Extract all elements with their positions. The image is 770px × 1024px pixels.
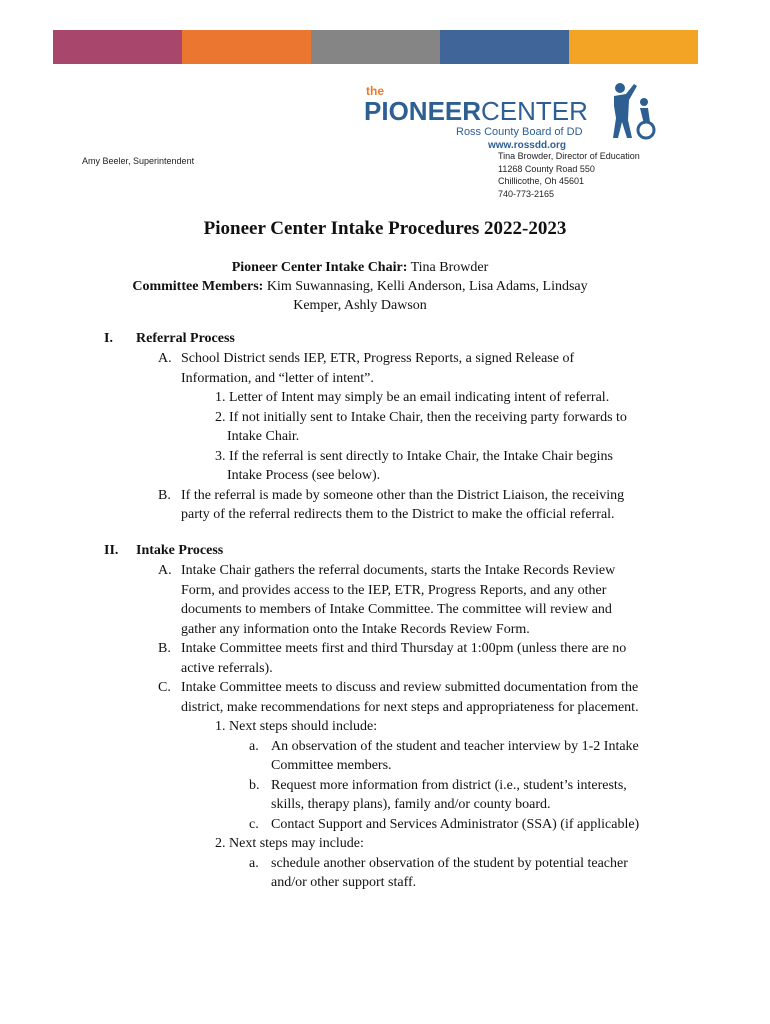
logo-subtitle: Ross County Board of DD xyxy=(456,126,583,138)
list-item-text: Information, and “letter of intent”. xyxy=(181,370,374,386)
sub-list-item: 2. Next steps may include: xyxy=(215,836,364,851)
document-title: Pioneer Center Intake Procedures 2022-2023 xyxy=(203,218,567,239)
list-item-text: School District sends IEP, ETR, Progress Reports, a signed Release of xyxy=(181,351,575,366)
list-item-text: documents to members of Intake Committee. The committee will review and xyxy=(181,602,612,617)
sub-sub-list-item: Contact Support and Services Administrator (SSA) (if applicable) xyxy=(271,816,640,832)
contact-line: Tina Browder, Director of Education xyxy=(498,151,640,161)
list-marker: b. xyxy=(249,777,260,793)
list-item-text: Intake Committee meets first and third Thursday at 1:00pm (unless there are no xyxy=(181,641,627,656)
committee-members-line-2: Kemper, Ashly Dawson xyxy=(293,298,427,313)
committee-members-line xyxy=(100,277,620,296)
sub-list-item: Intake Process (see below). xyxy=(227,468,381,483)
contact-line: 11268 County Road 550 xyxy=(498,163,595,174)
sub-list-item: Intake Chair. xyxy=(227,429,300,444)
list-item-text: gather any information onto the Intake Records Review Form. xyxy=(181,621,530,637)
color-bar-segment xyxy=(182,30,311,64)
contact-line: Chillicothe, Oh 45601 xyxy=(498,176,585,186)
section-number: II. xyxy=(104,543,119,558)
list-item-text: Form, and provides access to the IEP, ETR, Progress Reports, and any other xyxy=(181,582,607,598)
color-bar-segment xyxy=(311,30,440,64)
contact-line: 740-773-2165 xyxy=(498,188,555,199)
superintendent-name: Amy Beeler, Superintendent xyxy=(82,156,195,166)
sub-sub-list-item: schedule another observation of the student by potential teacher xyxy=(271,855,628,871)
list-marker: B. xyxy=(158,641,171,656)
color-bar-segment xyxy=(440,30,569,64)
list-item-text: party of the referral redirects them to the District to make the official referral. xyxy=(181,507,615,522)
logo-url: www.rossdd.org xyxy=(488,140,566,151)
logo-the: the xyxy=(366,84,384,98)
chair-label: Pioneer Center Intake Chair: xyxy=(231,260,408,275)
list-marker: a. xyxy=(249,855,259,871)
chair-name: Tina Browder xyxy=(407,260,489,275)
color-bar-segment xyxy=(53,30,182,64)
logo-word-bold: PIONEER xyxy=(364,96,482,126)
list-marker: A. xyxy=(158,351,172,366)
sub-sub-list-item: and/or other support staff. xyxy=(271,875,417,890)
list-marker: c. xyxy=(249,816,259,832)
list-item-text: district, make recommendations for next steps and appropriateness for placement. xyxy=(181,699,639,715)
sub-sub-list-item: An observation of the student and teacher interview by 1-2 Intake xyxy=(271,738,639,754)
list-item-text: active referrals). xyxy=(181,660,273,676)
members-label: Committee Members: xyxy=(132,279,264,294)
sub-sub-list-item: skills, therapy plans), family and/or county board. xyxy=(271,797,551,812)
sub-list-item: 2. If not initially sent to Intake Chair, then the receiving party forwards to xyxy=(215,409,627,425)
members-list: Kim Suwannasing, Kelli Anderson, Lisa Adams, Lindsay xyxy=(263,279,588,294)
sub-list-item: 1. Next steps should include: xyxy=(215,719,378,734)
intake-chair-line xyxy=(100,258,620,277)
list-item-text: If the referral is made by someone other than the District Liaison, the receiving xyxy=(181,487,625,503)
sub-sub-list-item: Request more information from district (i.e., student’s interests, xyxy=(271,777,627,793)
list-marker: a. xyxy=(249,738,259,754)
list-marker: B. xyxy=(158,487,171,503)
contact-block xyxy=(498,150,640,200)
color-bar-segment xyxy=(569,30,698,64)
logo-wordmark xyxy=(364,96,588,127)
section-number: I. xyxy=(104,331,113,346)
list-item-text: Intake Committee meets to discuss and review submitted documentation from the xyxy=(181,680,639,695)
list-marker: A. xyxy=(158,563,172,578)
sub-list-item: 3. If the referral is sent directly to Intake Chair, the Intake Chair begins xyxy=(215,448,613,464)
pioneer-center-logo xyxy=(360,80,660,152)
section-title: Referral Process xyxy=(136,331,235,346)
sub-sub-list-item: Committee members. xyxy=(271,758,392,773)
sub-list-item: 1. Letter of Intent may simply be an email indicating intent of referral. xyxy=(215,390,610,405)
list-item-text: Intake Chair gathers the referral documents, starts the Intake Records Review xyxy=(181,563,616,578)
list-marker: C. xyxy=(158,680,171,695)
logo-word-light: CENTER xyxy=(481,96,588,126)
pioneer-figures-icon xyxy=(604,80,660,140)
header-color-bar xyxy=(53,30,698,64)
section-title: Intake Process xyxy=(136,543,224,558)
